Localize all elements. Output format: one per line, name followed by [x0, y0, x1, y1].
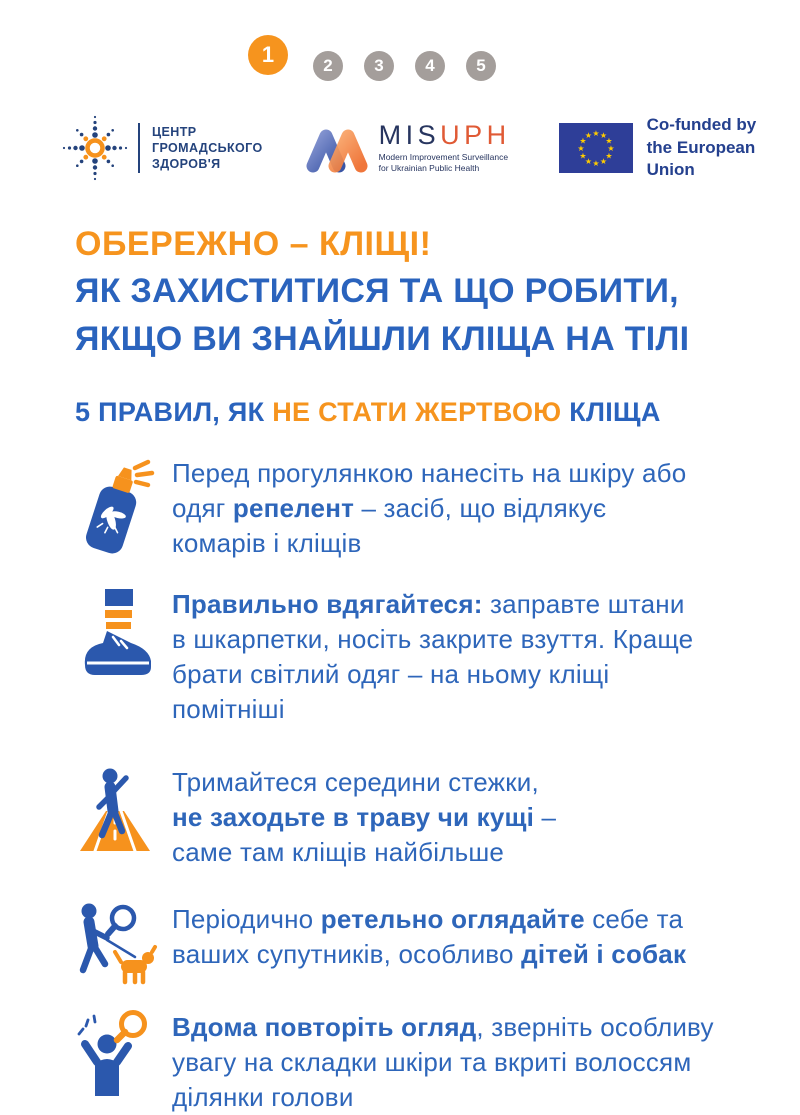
phc-logo-name: ЦЕНТР ГРОМАДСЬКОГО ЗДОРОВ'Я: [152, 124, 263, 172]
svg-text:★: ★: [607, 144, 615, 153]
rule-inspect-text: Періодично ретельно оглядайте себе та ваших супутників, особливо дітей і собак: [172, 904, 687, 970]
svg-text:★: ★: [605, 151, 613, 161]
svg-text:★: ★: [579, 151, 587, 161]
eu-cofunded-label: Co-funded by the European Union: [646, 114, 757, 180]
page-dot-4[interactable]: 4: [415, 51, 445, 81]
rule-clothing: [58, 585, 800, 727]
stay-on-path-icon: [68, 763, 162, 855]
rule-inspect: [58, 900, 800, 986]
rule-path: [58, 763, 800, 870]
rule-repellent: [58, 454, 800, 561]
rules-list: [58, 454, 800, 1115]
phc-rosette-icon: [58, 111, 132, 185]
svg-text:★: ★: [599, 157, 607, 166]
page-dot-3[interactable]: 3: [364, 51, 394, 81]
eu-cofunded-logo: [559, 114, 800, 183]
logo-divider: [138, 123, 140, 173]
page-dot-5[interactable]: 5: [466, 51, 496, 81]
svg-text:★: ★: [592, 159, 600, 168]
misuph-mark-icon: [305, 121, 369, 175]
title-main-line1: ЯК ЗАХИСТИТИСЯ ТА ЩО РОБИТИ,: [75, 272, 679, 310]
home-recheck-icon: [73, 1008, 157, 1100]
svg-text:★: ★: [577, 144, 585, 153]
page-dot-2[interactable]: 2: [313, 51, 343, 81]
inspect-companions-icon: [65, 900, 165, 986]
rule-home-check: [58, 1008, 800, 1115]
logo-row: [58, 105, 800, 191]
title-warning: ОБЕРЕЖНО – КЛІЩІ!: [75, 225, 432, 263]
eu-flag-icon: [559, 123, 633, 173]
rule-clothing-text: Правильно вдягайтеся: заправте штани в шкарпетки, носіть закрите взуття. Краще брати світлий одяг – на ньому кліщі помітніші: [172, 589, 694, 725]
rules-subtitle: 5 ПРАВИЛ, ЯК НЕ СТАТИ ЖЕРТВОЮ КЛІЩА: [75, 397, 661, 428]
svg-text:★: ★: [584, 131, 592, 140]
svg-text:★: ★: [599, 131, 607, 140]
misuph-wordmark: MISUPH: [378, 119, 511, 150]
svg-text:★: ★: [579, 136, 587, 146]
rule-home-check-text: Вдома повторіть огляд, зверніть особливу увагу на складки шкіри та вкриті волоссям ділянки голови: [172, 1012, 714, 1113]
public-health-center-logo: [58, 111, 263, 185]
title-main-line2: ЯКЩО ВИ ЗНАЙШЛИ КЛІЩА НА ТІЛІ: [75, 319, 690, 358]
svg-text:★: ★: [584, 157, 592, 166]
svg-text:★: ★: [592, 129, 600, 138]
title-main: [75, 268, 800, 363]
tucked-clothing-icon: [71, 585, 159, 685]
infographic-page: [0, 35, 800, 1113]
page-dot-1[interactable]: 1: [248, 35, 288, 75]
rule-path-text: Тримайтеся середини стежки, не заходьте в траву чи кущі – саме там кліщів найбільше: [172, 767, 557, 868]
misuph-logo: [305, 121, 511, 175]
repellent-spray-icon: [72, 454, 158, 560]
misuph-tagline: Modern Improvement Surveillance for Ukrainian Public Health: [378, 151, 509, 173]
rule-repellent-text: Перед прогулянкою нанесіть на шкіру або одяг репелент – засіб, що відлякує комарів і кліщів: [172, 458, 687, 559]
svg-text:★: ★: [605, 136, 613, 146]
page-indicator: [248, 35, 800, 81]
